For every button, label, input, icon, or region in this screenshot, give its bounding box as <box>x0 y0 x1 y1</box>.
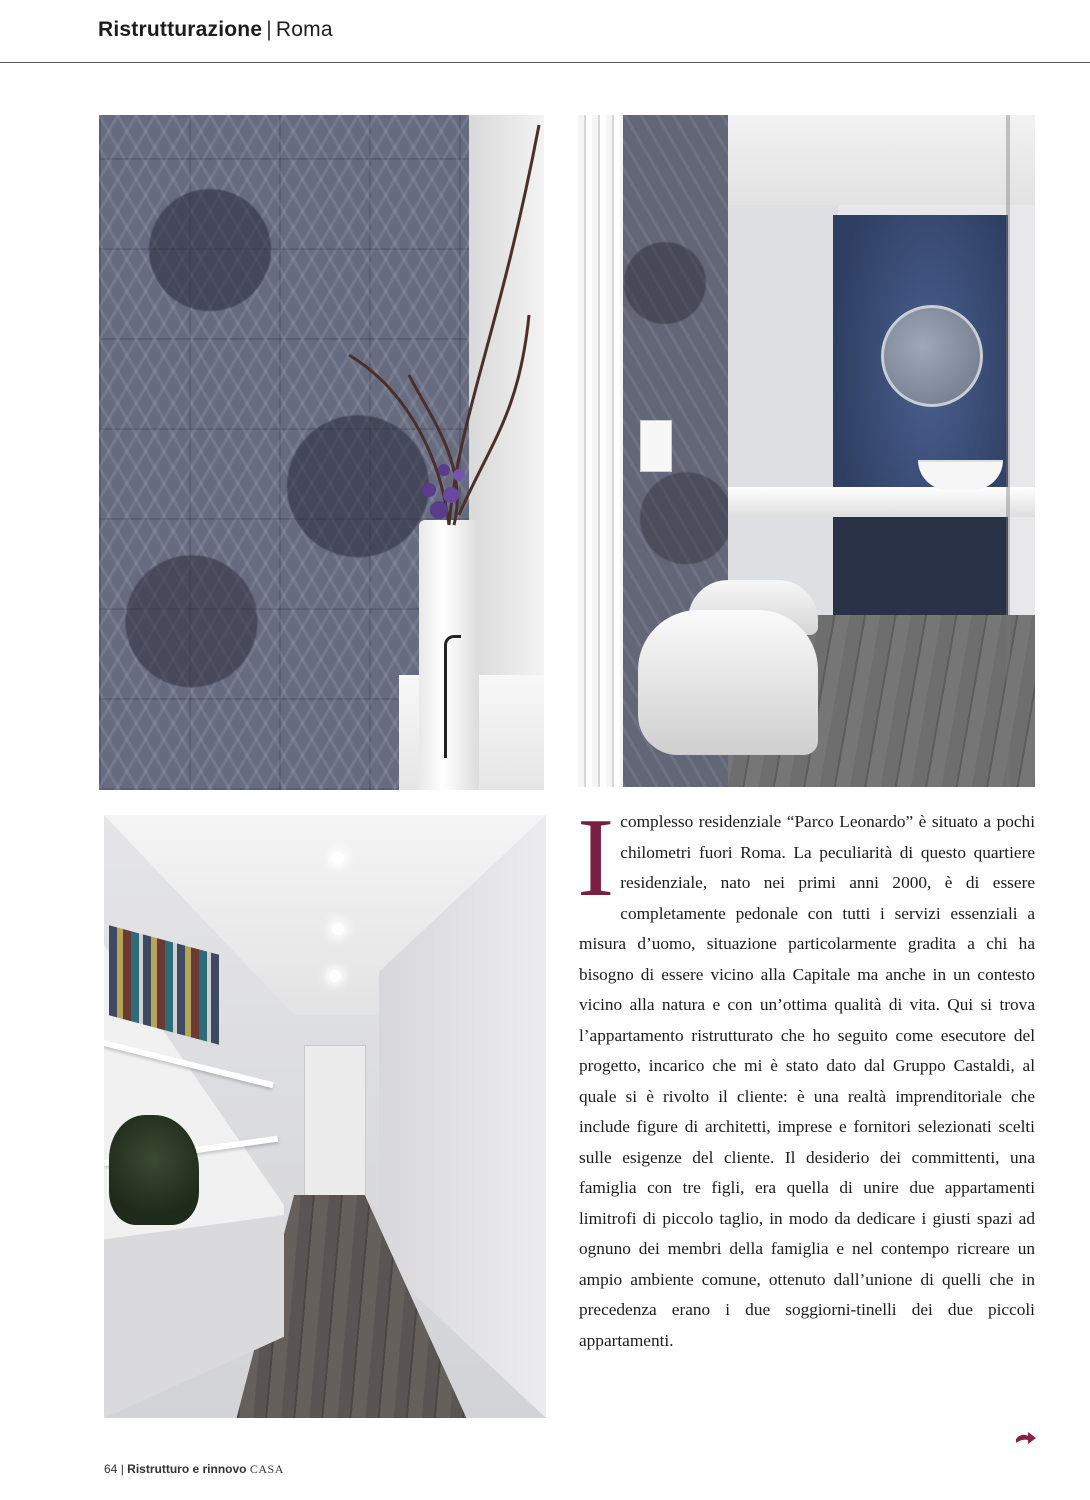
article-paragraph: complesso residenziale “Parco Leonardo” è situato a pochi chilometri fuori Roma. La peculiarità di questo quartiere residenziale, nato nei primi anni 2000, è di essere completamente pedonale con tutti i servizi essenziali a misura d’uomo, situazione particolarmente gradita a chi ha bisogno di essere vicino alla Capitale ma anche in un contesto vicino alla natura e con un’ottima qualità di vita. Qui si trova l’appartamento ristrutturato che ho seguito come esecutore del progetto, incarico che mi è stato dato dal Gruppo Castaldi, al quale si è rivolto il cliente: è una realtà imprenditoriale che include figure di architetti, imprese e fornitori selezionati scelti sulle esigenze del cliente. Il desiderio dei committenti, una famiglia con tre figli, era quella di unire due appartamenti limitrofi di piccolo taglio, in modo da dedicare i giusti spazi ad ognuno dei membri della famiglia e nel contempo ricreare un ampio ambiente comune, ottenuto dall’unione di quelli che in precedenza erano i due soggiorni-tinelli dei due piccoli appartamenti. <box>579 812 1035 1350</box>
section-city: Roma <box>275 18 333 41</box>
round-mirror <box>881 305 983 407</box>
flower-branch <box>99 115 544 790</box>
vanity-counter <box>715 487 1035 517</box>
bathroom-back-wall <box>728 205 838 625</box>
header-rule <box>0 62 1090 63</box>
potted-plant <box>109 1115 199 1225</box>
photo-corridor <box>104 815 546 1418</box>
publication-suffix: CASA <box>249 1462 284 1476</box>
arrow-right-icon <box>1015 1430 1037 1446</box>
header-separator: | <box>266 18 272 41</box>
photo-bathroom <box>578 115 1035 787</box>
toilet <box>638 610 818 755</box>
page-header <box>98 18 333 42</box>
ceiling-light <box>329 970 341 982</box>
page-footer <box>104 1462 284 1477</box>
glass-partition <box>1006 115 1010 787</box>
page-number: 64 <box>104 1462 118 1476</box>
vanity-shadow <box>833 515 1008 625</box>
ceiling-light <box>332 923 344 935</box>
publication-name: Ristrutturo e rinnovo <box>127 1462 247 1476</box>
bathroom-ceiling <box>728 115 1035 205</box>
article-body <box>577 796 1035 1356</box>
ceiling-light <box>332 852 344 864</box>
photo-tiled-wall-vase <box>99 115 544 790</box>
flush-plate <box>640 420 672 472</box>
footer-separator: | <box>120 1462 124 1476</box>
towel-radiator <box>578 115 623 787</box>
section-title: Ristrutturazione <box>98 18 263 41</box>
drop-cap: I <box>577 796 615 920</box>
